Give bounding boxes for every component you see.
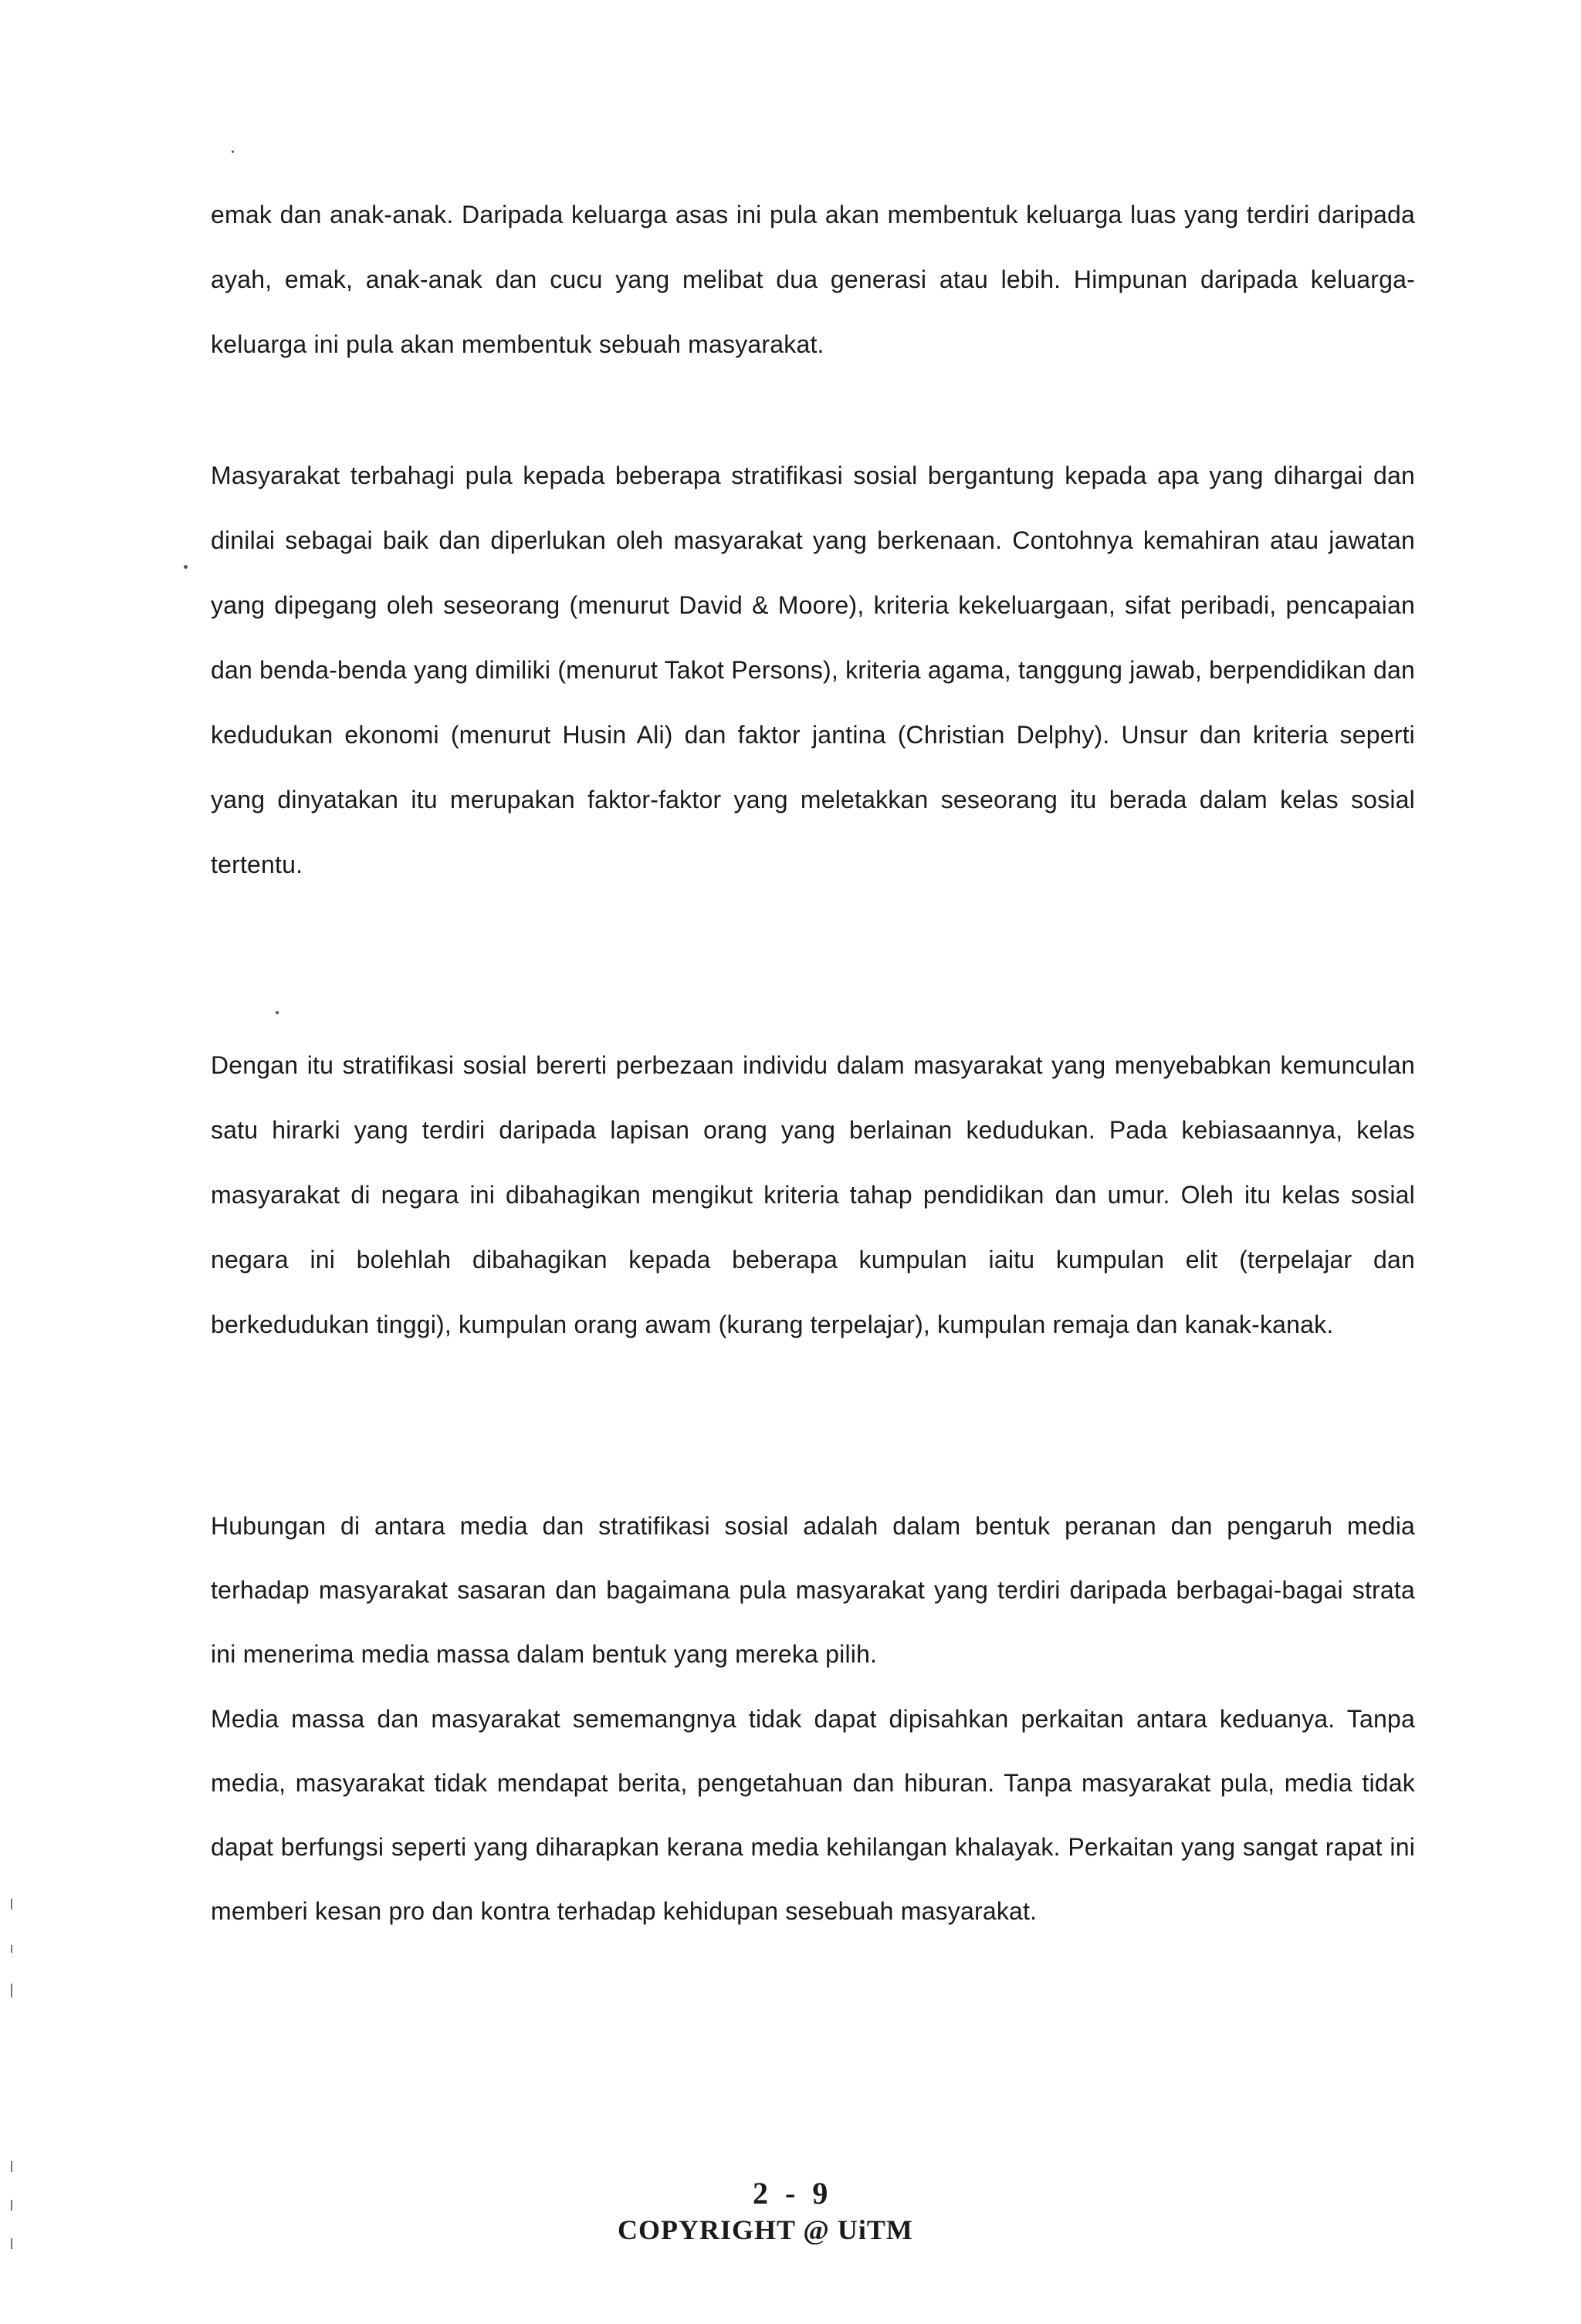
scan-edge-mark bbox=[11, 1899, 12, 1910]
copyright-footer: COPYRIGHT @ UiTM bbox=[618, 2214, 913, 2245]
scan-speck bbox=[184, 565, 188, 569]
scan-edge-mark bbox=[11, 2161, 12, 2172]
paragraph-1: emak dan anak-anak. Daripada keluarga asas ini pula akan membentuk keluarga luas yang terdiri daripada ayah, emak, anak-anak dan cucu yang melibat dua generasi atau lebih. Himpunan daripada keluarga-keluarga ini pula akan membentuk sebuah masyarakat. bbox=[211, 201, 1415, 358]
scan-edge-mark bbox=[11, 2200, 12, 2211]
paragraph-4: Hubungan di antara media dan stratifikasi sosial adalah dalam bentuk peranan dan pengaruh media terhadap masyarakat sasaran dan bagaimana pula masyarakat yang terdiri daripada berbagai-bagai strata ini menerima media massa dalam bentuk yang mereka pilih. bbox=[211, 1512, 1415, 1668]
scan-speck bbox=[276, 1011, 279, 1014]
scan-edge-mark bbox=[11, 1984, 12, 1998]
paragraph-2: Masyarakat terbahagi pula kepada beberapa stratifikasi sosial bergantung kepada apa yang dihargai dan dinilai sebagai baik dan diperlukan oleh masyarakat yang berkenaan. Contohnya kemahiran atau jawatan yang dipegang oleh seseorang (menurut David & Moore), kriteria kekeluargaan, sifat peribadi, pencapaian dan benda-benda yang dimiliki (menurut Takot Persons), kriteria agama, tanggung jawab, berpendidikan dan kedudukan ekonomi (menurut Husin Ali) dan faktor jantina (Christian Delphy). Unsur dan kriteria seperti yang dinyatakan itu merupakan faktor-faktor yang meletakkan seseorang itu berada dalam kelas sosial tertentu. bbox=[211, 462, 1415, 878]
page-number: 2 - 9 bbox=[753, 2176, 833, 2211]
scan-speck bbox=[232, 151, 234, 153]
scan-edge-mark bbox=[11, 1945, 12, 1953]
scan-edge-mark bbox=[11, 2238, 12, 2249]
paragraph-5: Media massa dan masyarakat sememangnya tidak dapat dipisahkan perkaitan antara keduanya. Tanpa media, masyarakat tidak mendapat berita, pengetahuan dan hiburan. Tanpa masyarakat pula, media tidak dapat berfungsi seperti yang diharapkan kerana media kehilangan khalayak. Perkaitan yang sangat rapat ini memberi kesan pro dan kontra terhadap kehidupan sesebuah masyarakat. bbox=[211, 1705, 1415, 1925]
paragraph-3: Dengan itu stratifikasi sosial bererti perbezaan individu dalam masyarakat yang menyebabkan kemunculan satu hirarki yang terdiri daripada lapisan orang yang berlainan kedudukan. Pada kebiasaannya, kelas masyarakat di negara ini dibahagikan mengikut kriteria tahap pendidikan dan umur. Oleh itu kelas sosial negara ini bolehlah dibahagikan kepada beberapa kumpulan iaitu kumpulan elit (terpelajar dan berkedudukan tinggi), kumpulan orang awam (kurang terpelajar), kumpulan remaja dan kanak-kanak. bbox=[211, 1051, 1415, 1338]
